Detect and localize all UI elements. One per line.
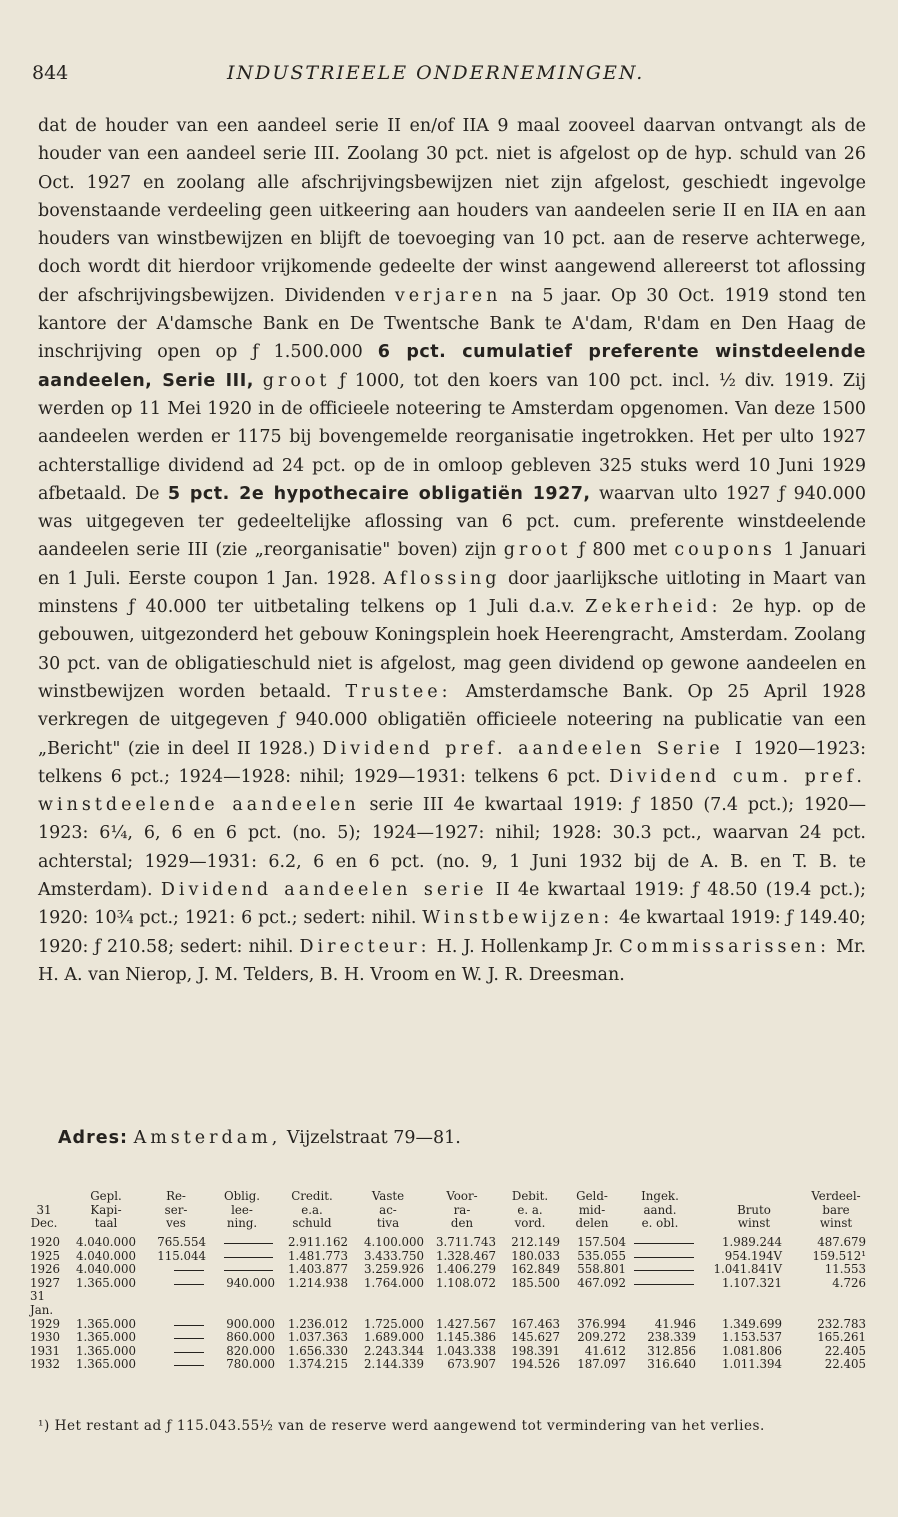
table-cell: 900.000 — [226, 1316, 275, 1331]
table-cell: 1920 — [30, 1235, 61, 1249]
column-header: Bruto winst — [737, 1202, 771, 1231]
table-cell: 2.911.162 — [287, 1235, 348, 1249]
table-cell: 3.259.926 — [363, 1262, 424, 1277]
empty-cell-dash — [634, 1270, 694, 1271]
text-segment: serie III 4e kwartaal 1919: ƒ 1850 (7.4 pct.); 1920—1923: 6¼, 6, 6 en 6 pct. (no. 5); 1924—1927: nihil; 1928: 30.3 pct., waarvan 24 pct. achterstal; 1929—1931: 6.2, 6 en 6 pct. (no. 9, 1 Juni 1932 bij de A. B. en T. B. te Amsterdam). — [38, 795, 866, 901]
table-cell: 312.856 — [647, 1343, 696, 1358]
table-cell: 4.726 — [832, 1275, 866, 1290]
footnote-text: Het restant ad ƒ 115.043.55½ van de reserve werd aangewend tot vermindering van het verlies. — [54, 1418, 765, 1434]
page-header — [32, 60, 872, 90]
column-header: Verdeel- bare winst — [811, 1189, 861, 1231]
spaced-term: Zekerheid: — [585, 597, 722, 618]
empty-cell-dash — [174, 1338, 204, 1339]
column-header: Credit. e.a. schuld — [291, 1189, 333, 1231]
table-cell: 1.081.806 — [721, 1343, 782, 1358]
spaced-term: Dividend aandeelen serie — [160, 880, 488, 901]
column-header: Re- ser- ves — [164, 1189, 188, 1231]
empty-cell-dash — [174, 1270, 204, 1271]
table-cell: 157.504 — [577, 1235, 626, 1249]
text-segment: ƒ 800 met — [578, 540, 668, 561]
spaced-term: coupons — [674, 540, 776, 561]
empty-cell-dash — [174, 1365, 204, 1366]
empty-cell-dash — [224, 1270, 273, 1271]
spaced-term: Winstbewijzen: — [422, 908, 614, 929]
spaced-term: Dividend cum. pref. winstdeelende aandeelen — [38, 766, 866, 816]
text-segment: dat de houder van een aandeel serie II en/of IIA 9 maal zooveel daarvan ontvangt als de houder van een aandeel serie III. Zoolang 30 pct. niet is afgelost op de hyp. schuld van 26 Oct. 1927 en zoolang alle afschrijvingsbewijzen niet zijn afgelost, geschiedt ingevolge bovenstaande verdeeling geen uitkeering aan houders van aandeelen serie II en IIA en aan houders van winstbewijzen en blijft de toevoeging van 10 pct. aan de reserve achterwege, doch wordt dit hierdoor vrijkomende gedeelte der winst aangewend allereerst tot aflossing der afschrijvingsbewijzen. Dividenden — [38, 116, 866, 306]
table-cell: 467.092 — [577, 1275, 626, 1290]
address-line — [58, 1128, 461, 1148]
table-cell: 41.612 — [584, 1343, 626, 1358]
page-number: 844 — [32, 62, 69, 84]
table-cell: 11.553 — [824, 1262, 866, 1277]
text-segment: na 5 jaar. Op 30 Oct. 1919 stond ten kantore der A'damsche Bank en De Twentsche Bank te A'dam, R'dam en Den Haag de inschrijving open op ƒ 1.500.000 — [38, 285, 866, 363]
table-cell: 4.100.000 — [363, 1235, 424, 1249]
table-cell: 162.849 — [511, 1262, 560, 1277]
text-segment: 2e hyp. op de gebouwen, uitgezonderd het gebouw Koningsplein hoek Heerengracht, Amsterdam. Zoolang 30 pct. van de obligatieschuld niet is afgelost, mag geen dividend op gewone aandeelen en winstbewijzen worden betaald. — [38, 597, 866, 702]
table-cell: 1.107.321 — [721, 1275, 782, 1290]
table-cell: 820.000 — [226, 1343, 275, 1358]
table-cell: 4.040.000 — [75, 1262, 136, 1277]
table-cell: 1.725.000 — [363, 1316, 424, 1331]
spaced-term: Dividend pref. aandeelen Serie I — [322, 738, 746, 759]
column-header: Geld- mid- delen — [575, 1189, 609, 1231]
table-cell: 780.000 — [226, 1357, 275, 1372]
empty-cell-dash — [224, 1243, 273, 1244]
table-cell: 1.214.938 — [287, 1275, 348, 1290]
bold-heading: 6 pct. cumulatief preferente winstdeelende aandeelen, Serie III, — [38, 342, 866, 391]
table-cell: 4.040.000 — [75, 1235, 136, 1249]
table-cell: 1.764.000 — [363, 1275, 424, 1290]
text-segment: 4e kwartaal 1919: ƒ 149.40; 1920: ƒ 210.58; sedert: nihil. — [38, 908, 866, 957]
table-cell: 1.011.394 — [721, 1357, 782, 1372]
text-segment: Amsterdamsche Bank. Op 25 April 1928 verkregen de uitgegeven ƒ 940.000 obligatiën officieele noteering na publicatie van een „Bericht" (zie in deel II 1928.) — [38, 681, 866, 759]
table-cell: 1.041.841V — [713, 1262, 782, 1277]
table-cell: 1.153.537 — [721, 1330, 782, 1345]
column-header: 31 Dec. — [30, 1202, 58, 1231]
column-header: Voor- ra- den — [446, 1189, 478, 1231]
empty-cell-dash — [174, 1284, 204, 1285]
table-cell: 198.391 — [511, 1343, 560, 1358]
table-cell: 558.801 — [577, 1262, 626, 1277]
spaced-term: groot — [503, 540, 572, 561]
address-city: Amsterdam, — [133, 1128, 282, 1148]
table-cell: 1.365.000 — [75, 1316, 136, 1331]
main-paragraph — [38, 112, 866, 989]
spaced-term: Aflossing — [383, 568, 501, 589]
column-header: Gepl. Kapi- taal — [90, 1189, 122, 1231]
spaced-term: Directeur: — [299, 936, 431, 957]
table-row — [30, 1358, 870, 1372]
table-cell: 159.512¹ — [812, 1248, 866, 1263]
column-header: Debit. e. a. vord. — [511, 1189, 549, 1231]
table-cell: 1.427.567 — [435, 1316, 496, 1331]
text-segment: door jaarlijksche uitloting in Maart van minstens ƒ 40.000 ter uitbetaling telkens op 1 Juli d.a.v. — [38, 568, 866, 618]
table-cell: 2.243.344 — [363, 1343, 424, 1358]
address-street: Vijzelstraat 79—81. — [286, 1128, 461, 1148]
empty-cell-dash — [634, 1257, 694, 1258]
table-cell: 187.097 — [577, 1357, 626, 1372]
table-cell: 165.261 — [817, 1330, 866, 1345]
body-text — [38, 112, 866, 989]
table-cell: 316.640 — [647, 1357, 696, 1372]
text-segment: ƒ 1000, tot den koers van 100 pct. incl. ½ div. 1919. Zij werden op 11 Mei 1920 in de officieele noteering te Amsterdam opgenomen. Van deze 1500 aandeelen werden er 1175 bij bovengemelde reorganisatie ingetrokken. Het per ulto 1927 achterstallige dividend ad 24 pct. op de in omloop gebleven 325 stuks werd 10 Juni 1929 afbetaald. De — [38, 370, 866, 504]
table-cell: 238.339 — [647, 1330, 696, 1345]
table-cell: 3.711.743 — [435, 1235, 496, 1249]
table-cell: 765.554 — [157, 1235, 206, 1249]
table-cell: 860.000 — [226, 1330, 275, 1345]
table-cell: 1.481.773 — [287, 1248, 348, 1263]
spaced-term: groot — [262, 370, 331, 391]
table-cell: 535.055 — [577, 1248, 626, 1263]
table-cell: 4.040.000 — [75, 1248, 136, 1263]
table-cell: 1.365.000 — [75, 1357, 136, 1372]
table-cell: 1.349.699 — [721, 1316, 782, 1331]
table-cell: 1930 — [30, 1330, 61, 1345]
table-cell: 1.374.215 — [287, 1357, 348, 1372]
table-cell: 1929 — [30, 1316, 61, 1331]
table-cell: 940.000 — [226, 1275, 275, 1290]
empty-cell-dash — [174, 1325, 204, 1326]
table-cell: 1.403.877 — [287, 1262, 348, 1277]
table-cell: 22.405 — [824, 1343, 866, 1358]
text-segment: 1920—1923: telkens 6 pct.; 1924—1928: nihil; 1929—1931: telkens 6 pct. — [38, 738, 866, 787]
empty-cell-dash — [224, 1257, 273, 1258]
table-cell: 194.526 — [511, 1357, 560, 1372]
table-cell: 1.108.072 — [435, 1275, 496, 1290]
running-title: INDUSTRIEELE ONDERNEMINGEN. — [227, 62, 645, 84]
table-cell: 1927 — [30, 1275, 61, 1290]
table-cell: 673.907 — [447, 1357, 496, 1372]
text-segment: 1 Januari en 1 Juli. Eerste coupon 1 Jan. 1928. — [38, 540, 866, 589]
text-segment: II 4e kwartaal 1919: ƒ 48.50 (19.4 pct.); 1920: 10¾ pct.; 1921: 6 pct.; sedert: nihil. — [38, 880, 866, 929]
table-cell: 1932 — [30, 1357, 61, 1372]
column-header: Vaste ac- tiva — [371, 1189, 405, 1231]
address-label: Adres: — [58, 1128, 128, 1148]
table-row — [30, 1277, 870, 1291]
table-cell: 22.405 — [824, 1357, 866, 1372]
date-label: Jan. — [30, 1303, 54, 1317]
table-cell: 1.365.000 — [75, 1330, 136, 1345]
table-cell: 376.994 — [577, 1316, 626, 1331]
table-cell: 1931 — [30, 1343, 61, 1358]
table-row — [30, 1236, 870, 1250]
table-cell: 1.689.000 — [363, 1330, 424, 1345]
table-cell: 1.365.000 — [75, 1343, 136, 1358]
table-cell: 1.328.467 — [435, 1248, 496, 1263]
column-header: Oblig. lee- ning. — [223, 1189, 261, 1231]
footnote — [38, 1418, 868, 1435]
table-cell: 1.365.000 — [75, 1275, 136, 1290]
table-cell: 1.043.338 — [435, 1343, 496, 1358]
table-cell: 487.679 — [817, 1235, 866, 1249]
footnote-mark: ¹) — [38, 1418, 50, 1434]
text-segment: H. J. Hollenkamp Jr. — [436, 936, 614, 957]
table-cell: 185.500 — [511, 1275, 560, 1290]
table-cell: 115.044 — [157, 1248, 206, 1263]
table-cell: 1.406.279 — [435, 1262, 496, 1277]
table-cell: 1.236.012 — [287, 1316, 348, 1331]
table-cell: 1926 — [30, 1262, 61, 1277]
table-cell: 232.783 — [817, 1316, 866, 1331]
spaced-term: Commissarissen: — [619, 936, 830, 957]
date-label: 31 — [30, 1289, 46, 1304]
table-cell: 1.989.244 — [721, 1235, 782, 1249]
table-cell: 1.145.386 — [435, 1330, 496, 1345]
column-header: Ingek. aand. e. obl. — [641, 1189, 679, 1231]
table-cell: 145.627 — [511, 1330, 560, 1345]
table-cell: 1.656.330 — [287, 1343, 348, 1358]
table-cell: 954.194V — [724, 1248, 782, 1263]
table-cell: 41.946 — [654, 1316, 696, 1331]
table-cell: 1.037.363 — [287, 1330, 348, 1345]
table-cell: 180.033 — [511, 1248, 560, 1263]
bold-heading: 5 pct. 2e hypothecaire obligatiën 1927, — [167, 483, 591, 504]
table-cell: 2.144.339 — [363, 1357, 424, 1372]
table-cell: 212.149 — [511, 1235, 560, 1249]
spaced-term: Trustee: — [345, 681, 452, 702]
table-cell: 1925 — [30, 1248, 61, 1263]
spaced-term: verjaren — [394, 285, 502, 306]
table-cell: 3.433.750 — [363, 1248, 424, 1263]
text-segment: waarvan ulto 1927 ƒ 940.000 was uitgegeven ter gedeeltelijke aflossing van 6 pct. cum. preferente winstdeelende aandeelen serie III (zie „reorganisatie" boven) zijn — [38, 483, 866, 561]
empty-cell-dash — [634, 1284, 694, 1285]
empty-cell-dash — [174, 1352, 204, 1353]
text-segment: Mr. H. A. van Nierop, J. M. Telders, B. H. Vroom en W. J. R. Dreesman. — [38, 936, 866, 985]
empty-cell-dash — [634, 1243, 694, 1244]
table-cell: 167.463 — [511, 1316, 560, 1331]
table-cell: 209.272 — [577, 1330, 626, 1345]
